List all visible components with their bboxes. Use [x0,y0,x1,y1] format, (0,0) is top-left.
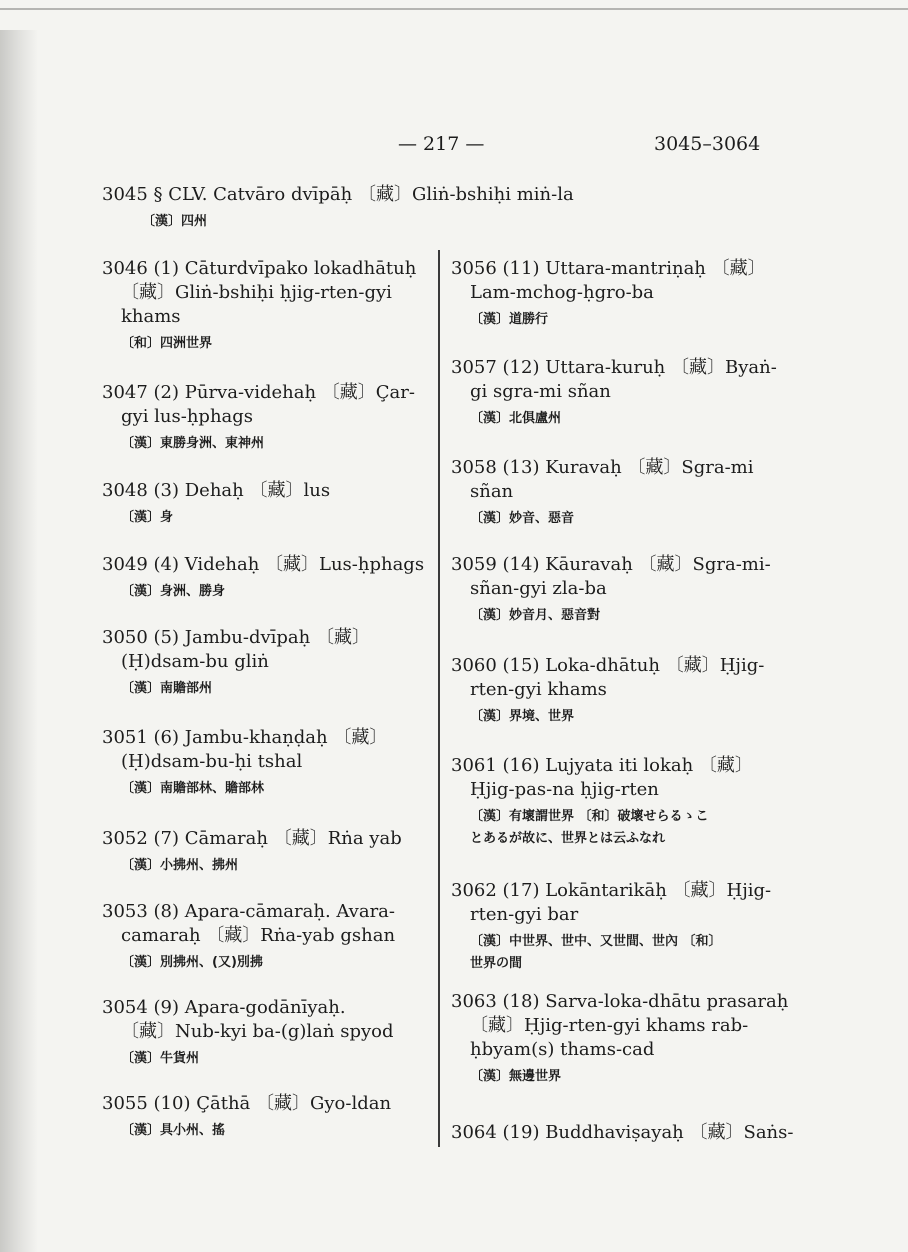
entry-line: 3046 (1) Cāturdvīpako lokadhātuḥ [102,258,417,279]
entry-line: 3060 (15) Loka-dhātuḥ 〔藏〕Ḥjig- [451,655,765,676]
column-divider [438,250,440,1147]
entry-3049 [102,553,424,602]
entry-cjk: 〔漢〕別拂州、(又)別拂 [121,955,263,970]
entry-3056 [451,257,766,330]
entry-line: 3047 (2) Pūrva-videhaḥ 〔藏〕Çar- [102,382,415,403]
entry-3057 [451,356,777,429]
entry-3054 [102,996,394,1069]
entry-line: 3061 (16) Lujyata iti lokaḥ 〔藏〕 [451,755,753,776]
entry-line: 3048 (3) Dehaḥ 〔藏〕lus [102,480,331,501]
entry-3055 [102,1092,391,1141]
entry-3047 [102,381,415,454]
entry-line: Ḥjig-pas-na ḥjig-rten [470,779,659,800]
entry-line: 3051 (6) Jambu-khaṇḍaḥ 〔藏〕 [102,727,388,748]
entry-line: 〔藏〕Nub-kyi ba-(g)laṅ spyod [121,1021,394,1042]
entry-line: gyi lus-ḥphags [121,406,254,427]
entry-line: 3053 (8) Apara-cāmaraḥ. Avara- [102,901,395,922]
entry-3058 [451,456,754,529]
entry-cjk: 〔漢〕界境、世界 [470,709,575,724]
entry-cjk: 〔漢〕小拂州、拂州 [121,858,239,873]
entry-cjk: 〔漢〕牛貨州 [121,1051,200,1066]
entry-line: rten-gyi bar [470,904,579,925]
entry-line: 3049 (4) Videhaḥ 〔藏〕Lus-ḥphags [102,554,425,575]
entry-line: gi sgra-mi sñan [470,381,611,402]
entry-line: 3056 (11) Uttara-mantriṇaḥ 〔藏〕 [451,258,766,279]
entry-line: 3063 (18) Sarva-loka-dhātu prasaraḥ [451,991,789,1012]
entry-line: 3054 (9) Apara-godānīyaḥ. [102,997,346,1018]
entry-cjk: 〔漢〕中世界、世中、又世間、世內 〔和〕 [470,934,722,949]
entry-3064 [451,1121,793,1145]
entry-range: 3045–3064 [654,133,761,155]
entry-3046 [102,257,416,354]
entry-cjk: 〔漢〕身 [121,510,174,525]
entry-3060 [451,654,764,727]
entry-3062 [451,879,771,974]
entry-line: khams [121,306,181,327]
entry-cjk: 〔漢〕妙音月、惡音對 [470,608,601,623]
entry-cjk: 〔漢〕南贍部林、贍部林 [121,781,265,796]
entry-cjk: 〔漢〕無邊世界 [470,1069,562,1084]
entry-cjk: 〔漢〕道勝行 [470,312,549,327]
entry-line: 3062 (17) Lokāntarikāḥ 〔藏〕Ḥjig- [451,880,772,901]
section-heading [102,183,574,232]
scan-top-edge [0,8,908,10]
entry-line: (Ḥ)dsam-bu gliṅ [121,651,269,672]
entry-line: (Ḥ)dsam-bu-ḥi tshal [121,751,303,772]
entry-line: 3052 (7) Cāmaraḥ 〔藏〕Rṅa yab [102,828,402,849]
entry-cjk: 〔漢〕具小州、搖 [121,1123,226,1138]
entry-line: rten-gyi khams [470,679,607,700]
entry-cjk: 〔和〕四洲世界 [121,336,213,351]
entry-cjk: 〔漢〕東勝身洲、東神州 [121,436,265,451]
entry-line: 3057 (12) Uttara-kuruḥ 〔藏〕Byaṅ- [451,357,777,378]
entry-cjk: 世界の間 [470,956,523,971]
entry-line: 〔藏〕Ḥjig-rten-gyi khams rab- [470,1015,749,1036]
section-heading-text: 3045 § CLV. Catvāro dvīpāḥ 〔藏〕Gliṅ-bshiḥi miṅ-la [102,184,574,205]
entry-line: 3064 (19) Buddhaviṣayaḥ 〔藏〕Saṅs- [451,1122,794,1143]
entry-line: 〔藏〕Gliṅ-bshiḥi ḥjig-rten-gyi [121,282,392,303]
entry-3063 [451,990,788,1087]
entry-line: 3050 (5) Jambu-dvīpaḥ 〔藏〕 [102,627,370,648]
entry-3061 [451,754,753,849]
entry-cjk: とあるが故に、世界とは云ふなれ [470,831,666,846]
entry-3052 [102,827,402,876]
entry-line: 3058 (13) Kuravaḥ 〔藏〕Sgra-mi [451,457,754,478]
entry-3051 [102,726,387,799]
entry-cjk: 〔漢〕身洲、勝身 [121,584,226,599]
entry-cjk: 〔漢〕南贍部州 [121,681,213,696]
entry-line: sñan [470,481,514,502]
entry-3050 [102,626,370,699]
section-heading-cjk: 〔漢〕四州 [142,214,208,229]
entry-3048 [102,479,330,528]
entry-cjk: 〔漢〕妙音、惡音 [470,511,575,526]
entry-cjk: 〔漢〕北俱盧州 [470,411,562,426]
entry-line: camaraḥ 〔藏〕Rṅa-yab gshan [121,925,396,946]
page-binding-shadow [0,30,38,1252]
entry-line: sñan-gyi zla-ba [470,578,607,599]
entry-line: 3059 (14) Kāuravaḥ 〔藏〕Sgra-mi- [451,554,771,575]
entry-3059 [451,553,771,626]
entry-3053 [102,900,395,973]
entry-line: 3055 (10) Çāthā 〔藏〕Gyo-ldan [102,1093,392,1114]
page-number: — 217 — [398,133,485,155]
entry-line: ḥbyam(s) thams-cad [470,1039,655,1060]
entry-line: Lam-mchog-ḥgro-ba [470,282,654,303]
entry-cjk: 〔漢〕有壞謂世界 〔和〕破壞せらるゝこ [470,809,709,824]
